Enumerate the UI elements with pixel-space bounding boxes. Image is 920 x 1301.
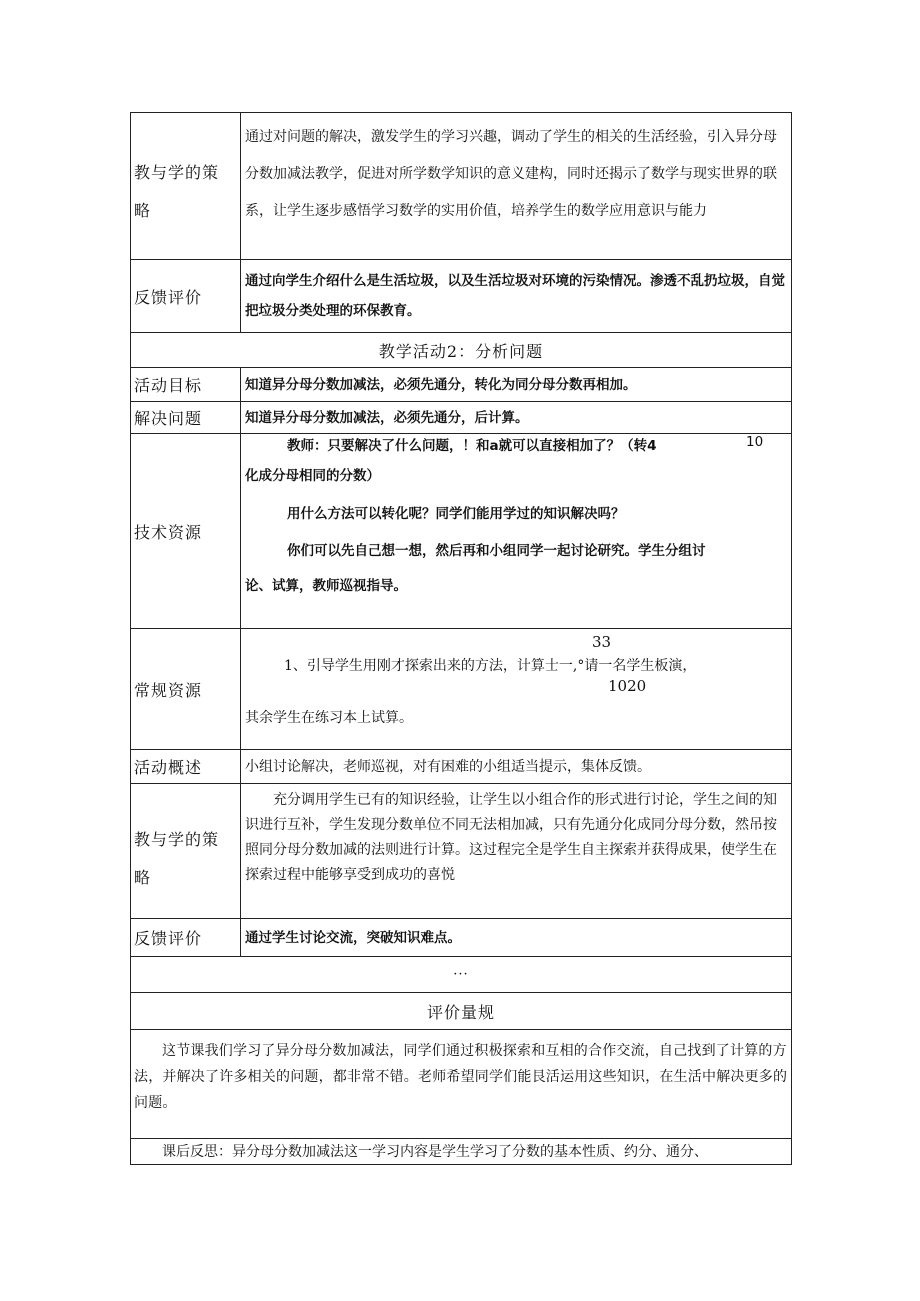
label-solve-problem: 解决问题 [131,402,241,433]
activity-2-title: 教学活动2：分析问题 [378,341,544,361]
row-feedback-1 [131,260,791,333]
content-feedback-1: 通过向学生介绍什么是生活垃圾，以及生活垃圾对环境的污染情况。渗透不乱扔垃圾，自觉把垃圾分类处理的环保教育。 [245,273,785,319]
row-solve-problem [131,402,791,434]
row-activity-2-title [131,333,791,368]
row-rubric-title [131,993,791,1030]
regular-fraction-denominators: 1020 [608,677,647,695]
content-tech-resources [242,434,791,628]
content-activity-overview: 小组讨论解决，老师巡视，对有困难的小组适当提示，集体反馈。 [245,759,651,775]
label-regular-resources: 常规资源 [131,629,241,749]
content-activity-goal: 知道异分母分数加减法，必须先通分，转化为同分母分数再相加。 [245,377,637,393]
label-activity-goal: 活动目标 [131,368,241,401]
row-strategy-1 [131,113,791,260]
row-activity-goal [131,368,791,402]
row-regular-resources [131,629,791,750]
label-strategy-2 [131,784,241,918]
regular-fraction-numerators: 33 [592,633,612,651]
label-feedback-1: 反馈评价 [131,260,241,332]
ellipsis-text: ··· [453,967,469,982]
tech-line-4: 你们可以先自己想一想，然后再和小组同学一起讨论研究。学生分组讨 [287,543,706,559]
label-strategy-2-line2: 略 [134,868,152,887]
regular-line-1: 1、引导学生用刚才探索出来的方法，计算士一,°请一名学生板演， [284,658,697,674]
label-strategy-1-line2: 略 [134,201,152,220]
row-tech-resources [131,434,791,629]
reflection-text: 课后反思：异分母分数加减法这一学习内容是学生学习了分数的基本性质、约分、通分、 [162,1144,708,1160]
row-ellipsis [131,957,791,993]
tech-line-1-number: 10 [746,434,764,450]
content-strategy-2: 充分调用学生已有的知识经验，让学生以小组合作的形式进行讨论，学生之间的知识进行互补，学生发现分数单位不同无法相加减，只有先通分化成同分母分数，然吊按照同分母分数加减的法则进行计算。这过程完全是学生自主探索并获得成果，使学生在探索过程中能够享受到成功的喜悦 [245,792,777,883]
content-strategy-1: 通过对问题的解决，激发学生的学习兴趣，调动了学生的相关的生活经验，引入异分母分数加减法教学，促进对所学数学知识的意义建构，同时还揭示了数学与现实世界的联系，让学生逐步感悟学习数学的实用价值，培养学生的数学应用意识与能力 [245,129,777,219]
row-reflection [131,1139,791,1165]
label-strategy-2-line1: 教与学的策 [134,830,220,849]
row-feedback-2 [131,919,791,957]
rubric-text: 这节课我们学习了异分母分数加减法，同学们通过积极探索和互相的合作交流，自己找到了计算的方法，并解决了许多相关的问题，都非常不错。老师希望同学们能艮活运用这些知识，在生活中解决更多的问题。 [134,1043,788,1111]
content-solve-problem: 知道异分母分数加减法，必须先通分，后计算。 [245,410,529,426]
label-activity-overview: 活动概述 [131,750,241,783]
content-regular-resources [242,629,791,749]
rubric-title: 评价量规 [426,1002,495,1022]
row-rubric-text [131,1030,791,1139]
label-feedback-2: 反馈评价 [131,919,241,956]
label-tech-resources: 技术资源 [131,434,241,628]
tech-line-5: 论、试算，教师巡视指导。 [245,578,407,594]
row-strategy-2 [131,784,791,919]
lesson-plan-table [130,112,792,1165]
label-strategy-1 [131,113,241,259]
row-activity-overview [131,750,791,784]
content-feedback-2: 通过学生讨论交流，突破知识难点。 [245,930,461,946]
tech-line-3: 用什么方法可以转化呢？同学们能用学过的知识解决吗？ [287,506,625,522]
tech-line-2: 化成分母相同的分数） [245,468,380,484]
tech-line-1: 教师：只要解决了什么问题，！和a就可以直接相加了？（转4 [287,438,657,454]
regular-line-2: 其余学生在练习本上试算。 [245,710,413,726]
label-strategy-1-line1: 教与学的策 [134,163,220,182]
